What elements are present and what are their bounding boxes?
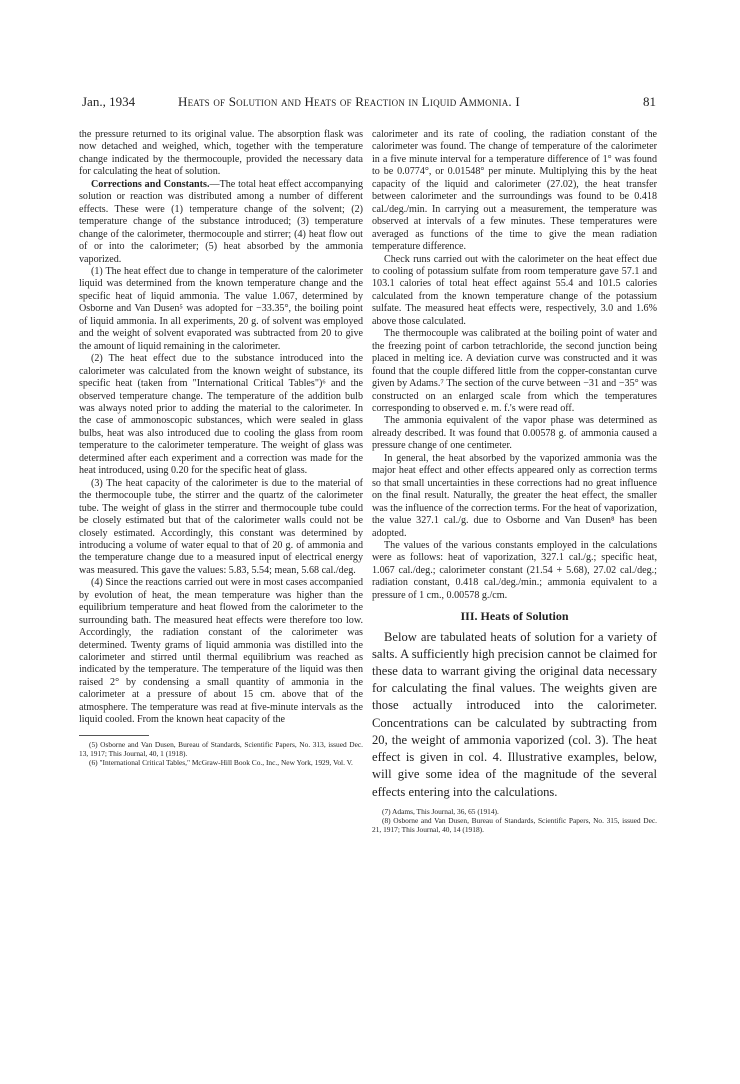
run-in-heading: Corrections and Constants.: [91, 178, 210, 190]
footnotes-right: [372, 807, 657, 835]
paragraph: (4) Since the reactions carried out were in most cases accompanied by evolution of heat, the mean temperature was higher than the equilibrium temperature and heat flowed from the calorimeter to the surrounding bath. The measured heat effects were therefore too low. Accordingly, the radiation constant of the calorimeter was determined. Twenty grams of liquid ammonia was distilled into the calorimeter and stirred until thermal equilibrium was reached as indicated by the temperature. The temperature of the liquid was then raised 2° by condensing a small quantity of ammonia in the calorimeter at a pressure of about 15 cm. above that of the atmosphere. The temperature was read at five-minute intervals as the liquid cooled. From the known heat capacity of the: [79, 577, 363, 726]
paragraph: calorimeter and its rate of cooling, the radiation constant of the calorimeter was found. The change of temperature of the calorimeter in a five minute interval for a temperature difference of 1° was found to be 0.0774°, or 0.01548° per minute. Multiplying this by the heat capacity of the liquid and calorimeter (27.02), the heat transfer between calorimeter and the surroundings was found to be 0.418 cal./deg./min. In carrying out a measurement, the temperature was observed at intervals of a few minutes. These temperatures were averaged as functions of the time to give the mean radiation temperature difference.: [372, 129, 657, 253]
paragraph: The thermocouple was calibrated at the boiling point of water and the freezing point of carbon tetrachloride, the second junction being placed in melting ice. A deviation curve was constructed and it was found that the couple differed little from the copper-constantan curve given by Adams.⁷ The section of the curve between −31 and −35° was constructed on an enlarged scale from which the temperatures corresponding to observed e. m. f.'s were read off.: [372, 328, 657, 414]
paragraph-corrections: [79, 179, 363, 266]
footnote: (6) "International Critical Tables," McGraw-Hill Book Co., Inc., New York, 1929, Vol. V.: [89, 758, 353, 768]
footnote-divider: [79, 735, 149, 736]
paragraph: (3) The heat capacity of the calorimeter is due to the material of the thermocouple tube, the stirrer and the quartz of the calorimeter tube. The weight of glass in the stirrer and thermocouple tube could be closely estimated but that of the calorimeter walls could not be closely estimated. Accordingly, this constant was determined by introducing a volume of water equal to that of 20 g. of ammonia and the temperature change due to a measured input of electrical energy was measured. This gave the values: 5.83, 5.54; mean, 5.68 cal./deg.: [79, 477, 363, 576]
footnote: (8) Osborne and Van Dusen, Bureau of Standards, Scientific Papers, No. 315, issued Dec. 21, 1917; This Journal, 40, 14 (1918).: [372, 815, 657, 835]
footnote: (5) Osborne and Van Dusen, Bureau of Standards, Scientific Papers, No. 313, issued Dec. 13, 1917; This Journal, 40, 1 (1918).: [79, 739, 363, 758]
paragraph: (1) The heat effect due to change in temperature of the calorimeter liquid was determined from the known temperature change and the specific heat of liquid ammonia. The value 1.067, determined by Osborne and Van Dusen⁵ was adopted for −33.35°, the boiling point of liquid ammonia. In all experiments, 20 g. of solvent was employed and the weight of solvent evaporated was subtracted from 20 to give the amount of liquid remaining in the calorimeter.: [79, 265, 363, 352]
running-header: [82, 94, 656, 110]
paragraph-large: Below are tabulated heats of solution for a variety of salts. A sufficiently high precision cannot be claimed for these data to warrant giving the original data necessary for calculating the final values. The weights given are those actually introduced into the calorimeter. Concentrations can be calculated by subtracting from 20, the weight of ammonia vaporized (col. 3). The heat effect is given in col. 4. Illustrative examples, below, will give some idea of the magnitude of the several effects entering into the calculations.: [372, 629, 657, 799]
running-title: Heats of Solution and Heats of Reaction in Liquid Ammonia. I: [178, 94, 520, 109]
left-column: [79, 129, 363, 767]
paragraph: Check runs carried out with the calorimeter on the heat effect due to cooling of potassium sulfate from room temperature gave 57.1 and 103.1 calories of total heat effect against 55.4 and 101.5 calories calculated from the known temperature change of the potassium sulfate. The measured heat effects were, respectively, 3.0 and 1.6% above those calculated.: [372, 253, 657, 327]
paragraph: (2) The heat effect due to the substance introduced into the calorimeter was calculated from the known weight of substance, its specific heat (taken from "International Critical Tables")⁶ and the observed temperature change. The temperature of the addition bulb was always noted prior to adding the material to the calorimeter. In the case of ammonoscopic substances, which were sealed in glass bulbs, heat was also introduced due to cooling the glass from room temperature to the calorimeter temperature. The weight of glass was determined after each experiment and a correction was made for the heat introduced, using 0.20 for the specific heat of glass.: [79, 353, 363, 477]
paragraph: In general, the heat absorbed by the vaporized ammonia was the major heat effect and other effects appeared only as correction terms so that small uncertainties in these corrections had no great influence on the final result. Naturally, the greater the heat effect, the smaller was the influence of the correction terms. For the heat of vaporization, the value 327.1 cal./g. due to Osborne and Van Dusen⁸ has been adopted.: [372, 452, 657, 539]
paragraph: the pressure returned to its original value. The absorption flask was now detached and weighed, which, together with the temperature change indicated by the thermocouple, provided the necessary data for calculating the heat of solution.: [79, 129, 363, 178]
paragraph-text: —The total heat effect accompanying solution or reaction was distributed among a number of different effects. These were (1) temperature change of the solvent; (2) temperature change of the substance introduced; (3) temperature change of the calorimeter, thermocouple and stirrer; (4) heat flow out of or into the calorimeter; (5) heat absorbed by the ammonia vaporized.: [79, 178, 363, 265]
footnote: (7) Adams, This Journal, 36, 65 (1914).: [382, 806, 499, 816]
paragraph: The values of the various constants employed in the calculations were as follows: heat of vaporization, 327.1 cal./g.; specific heat, 1.067 cal./deg.; calorimeter constant (21.54 + 5.68), 27.02 cal./deg.; radiation constant, 0.418 cal./deg./min.; ammonia equivalent to a pressure of 1 cm., 0.00578 g./cm.: [372, 539, 657, 601]
section-heading: III. Heats of Solution: [460, 609, 569, 624]
footnotes-left: [79, 740, 363, 768]
right-column: [372, 129, 657, 834]
paragraph: The ammonia equivalent of the vapor phase was determined as already described. It was found that 0.00578 g. of ammonia caused a pressure change of one centimeter.: [372, 415, 657, 452]
page-number: 81: [643, 94, 656, 109]
issue-date: Jan., 1934: [82, 94, 136, 109]
